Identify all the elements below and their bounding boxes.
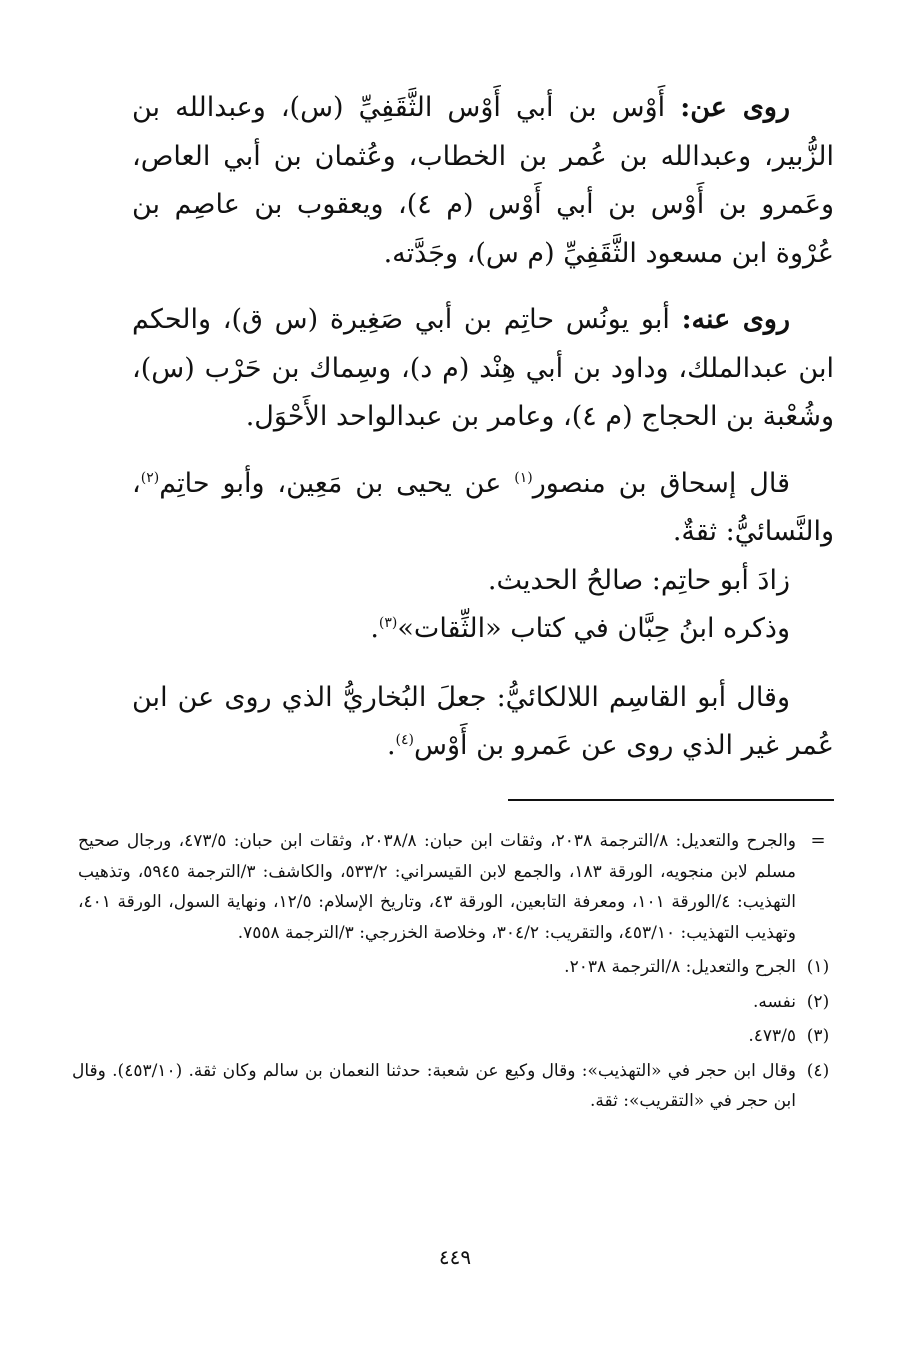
footnote-number: (٢) xyxy=(806,991,830,1012)
footnote-number: (٤) xyxy=(806,1060,830,1081)
footnote-ref-3[interactable]: (٣) xyxy=(378,615,398,631)
ibn-hibban-text: وذكره ابنُ حِبَّان في كتاب «الثِّقات» xyxy=(397,613,790,644)
continuation-mark: = xyxy=(810,830,826,851)
line-abu-hatim-addition: زادَ أبو حاتِم: صالحُ الحديث. xyxy=(487,564,790,596)
footnote-2 xyxy=(72,987,840,1018)
spacer xyxy=(132,654,834,674)
grading-part-2: عن يحيى بن مَعِين، وأبو حاتِم xyxy=(159,467,515,499)
footnotes xyxy=(72,826,840,1117)
footnote-ref-1[interactable]: (١) xyxy=(514,469,533,486)
paragraph-grading xyxy=(132,460,834,557)
lalakai-text: وقال أبو القاسِم اللالكائيُّ: جعلَ البُخاريُّ الذي روى عن ابن عُمر غير الذي روى عن عَمرو بن أَوْس xyxy=(132,681,834,761)
footnote-text: نفسه. xyxy=(752,991,796,1012)
paragraph-lalakai xyxy=(132,674,834,771)
line-ibn-hibban xyxy=(132,605,834,654)
continuation-text: والجرح والتعديل: ٨/الترجمة ٢٠٣٨، وثقات ابن حبان: ٢٠٣٨/٨، وثقات ابن حبان: ٤٧٣/٥، ورجال صحيح مسلم لابن منجويه، الورقة ١٨٣، والجمع لابن القيسراني: ٥٣٣/٢، والكاشف: ٣/الترجمة ٥٩٤٥، وتذهيب التهذيب: ٤/الورقة ١٠١، ومعرفة التابعين، الورقة ٤٣، وتاريخ الإسلام: ١٢/٥، ونهاية السول، الورقة ٤٠١، وتهذيب التهذيب: ٤٥٣/١٠، والتقريب: ٣٠٤/٢، وخلاصة الخزرجي: ٣/الترجمة ٧٥٥٨. xyxy=(78,831,797,943)
footnote-1 xyxy=(72,952,840,983)
ibn-hibban-end: . xyxy=(370,613,379,644)
footnote-ref-4[interactable]: (٤) xyxy=(395,732,414,748)
paragraph-narrated-by xyxy=(132,296,834,442)
lead-narrated-by: روى عنه: xyxy=(681,304,790,335)
footnote-text: وقال ابن حجر في «التهذيب»: وقال وكيع عن شعبة: حدثنا النعمان بن سالم وكان ثقة. (٤٥٣/١٠). وقال ابن حجر في «التقريب»: ثقة. xyxy=(72,1060,796,1111)
page-number: ٤٤٩ xyxy=(438,1245,472,1269)
main-text xyxy=(132,84,834,789)
footnote-ref-2[interactable]: (٢) xyxy=(140,469,160,486)
grading-part-3: ، والنَّسائيُّ: ثقةٌ. xyxy=(132,467,834,547)
text-narrated-from: أَوْس بن أبي أَوْس الثَّقَفِيِّ (س)، وعبدالله بن الزُّبير، وعبدالله بن عُمر بن الخطاب، وعُثمان بن أبي العاص، وعَمرو بن أَوْس بن أبي أَوْس (م ٤)، ويعقوب بن عاصِم بن عُرْوة ابن مسعود الثَّقَفِيِّ (م س)، وجَدَّته. xyxy=(132,92,834,269)
footnote-separator xyxy=(508,799,834,801)
footnote-text: ٤٧٣/٥. xyxy=(748,1026,796,1046)
footnote-number: (٣) xyxy=(806,1026,830,1046)
lalakai-end: . xyxy=(386,730,396,761)
footnote-text: الجرح والتعديل: ٨/الترجمة ٢٠٣٨. xyxy=(564,957,796,977)
footnote-number: (١) xyxy=(806,957,830,977)
footnote-4 xyxy=(72,1056,840,1117)
paragraph-narrated-from xyxy=(132,84,834,278)
footnote-3 xyxy=(72,1021,840,1052)
grading-part-1: قال إسحاق بن منصور xyxy=(532,467,790,499)
footnote-continuation xyxy=(72,826,840,948)
lead-narrated-from: روى عن: xyxy=(680,92,790,123)
text-narrated-by: أبو يونُس حاتِم بن أبي صَغِيرة (س ق)، والحكم ابن عبدالملك، وداود بن أبي هِنْد (م د)، وسِماك بن حَرْب (س)، وشُعْبة بن الحجاج (م ٤)، وعامر بن عبدالواحد الأَحْوَل. xyxy=(132,304,834,432)
